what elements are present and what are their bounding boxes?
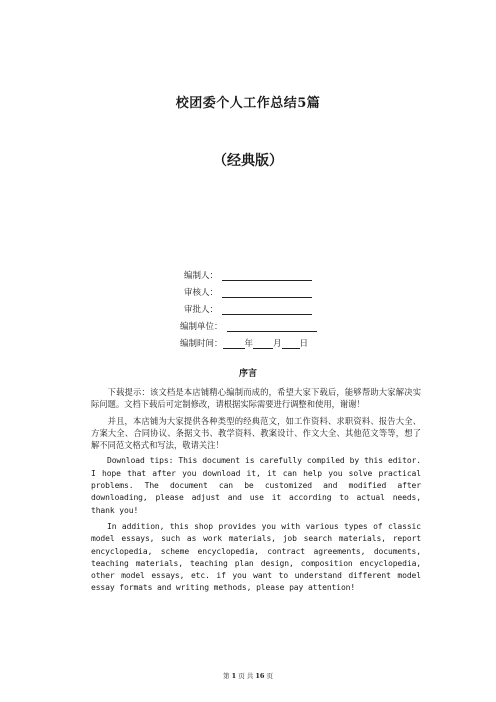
unit-field (227, 321, 317, 332)
preface-heading: 序言 (238, 369, 257, 379)
year-label: 年 (244, 339, 254, 349)
reviewer-label: 审核人： (184, 288, 219, 298)
editor-field (222, 270, 312, 281)
reviewer-row (180, 281, 400, 298)
editor-row (180, 264, 400, 281)
day-field (282, 338, 300, 349)
month-label: 月 (273, 339, 282, 349)
reviewer-field (222, 287, 312, 298)
year-field (223, 338, 245, 349)
month-field (253, 338, 273, 349)
editor-label: 编制人： (184, 271, 219, 281)
approver-field (222, 304, 312, 315)
footer-total-pages: 16 (255, 672, 265, 680)
document-subtitle: （经典版） (213, 153, 283, 169)
preface-paragraph: 并且，本店铺为大家提供各种类型的经典范文，如工作资料、求职资料、报告大全、方案大全、合同协议、条据文书、教学资料、教案设计、作文大全、其他范文等等，想了解不同范文格式和写法，敬请关注！ (91, 415, 421, 451)
preface-paragraph: Download tips: This document is carefully compiled by this editor. I hope that after you download it, it can help you solve practical problems. The document can be customized and modified after downloading, please adjust and use it according to actual needs, thank you! (91, 456, 421, 515)
footer-page-number: 1 (231, 672, 237, 680)
footer-suffix: 页 (266, 672, 273, 680)
document-title: 校团委个人工作总结5篇 (175, 96, 321, 111)
unit-row (180, 315, 400, 332)
footer-mid: 页 共 (238, 672, 254, 680)
preface-paragraph: In addition, this shop provides you with various types of classic model essays, such as work materials, job search materials, report encyclopedia, scheme encyclopedia, contract agreements, documents, teaching materials, teaching plan design, composition encyclopedia, other model essays, etc. if you want to understand different model essay formats and writing methods, please pay attention! (91, 521, 421, 593)
page-footer (0, 671, 496, 680)
approver-label: 审批人： (184, 305, 219, 315)
footer-prefix: 第 (223, 672, 230, 680)
time-label: 编制时间： (180, 339, 223, 349)
info-form (180, 264, 400, 349)
approver-row (180, 298, 400, 315)
preface-paragraph: 下载提示：该文档是本店铺精心编制而成的，希望大家下载后，能够帮助大家解决实际问题。文档下载后可定制修改，请根据实际需要进行调整和使用，谢谢！ (91, 387, 421, 410)
preface-body (91, 386, 421, 599)
day-label: 日 (299, 339, 309, 349)
time-row (180, 332, 400, 349)
unit-label: 编制单位： (180, 322, 223, 332)
